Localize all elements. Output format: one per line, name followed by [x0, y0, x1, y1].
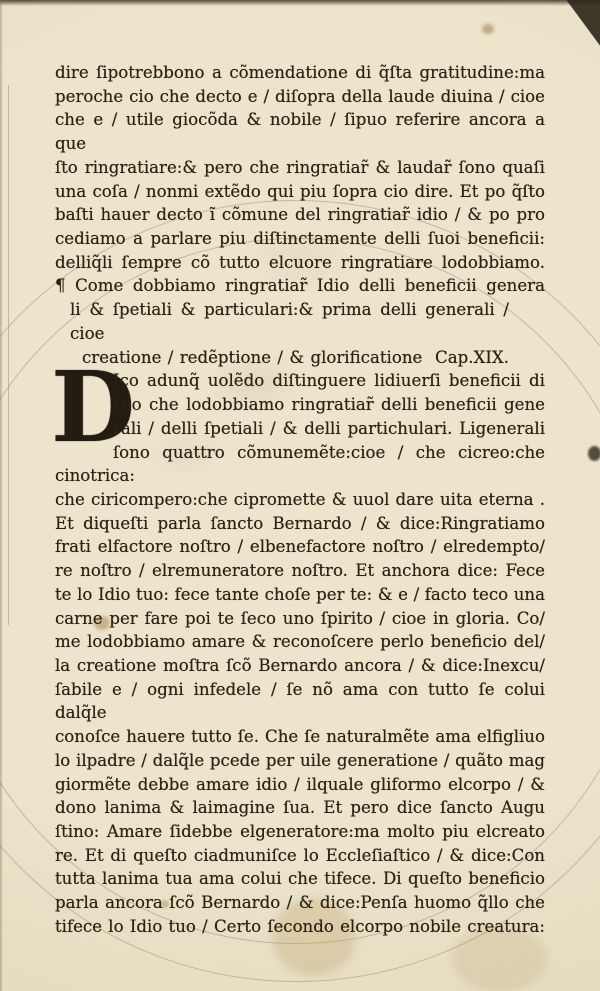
foxing-stain: [482, 24, 494, 34]
drop-cap-initial: D: [51, 350, 136, 465]
text-line: ¶ Come dobbiamo ringratiar̃ Idio delli beneficii genera: [55, 276, 545, 296]
text-line: frati elfactore noſtro / elbenefactore noſtro / elredempto/: [55, 537, 545, 557]
text-line: te lo Idio tuo: fece tante choſe per te: & e / facto teco una: [55, 584, 545, 604]
ink-spot: [588, 446, 600, 461]
text-line: tutta lanima tua ama colui che tifece. Di queſto beneficio: [55, 869, 545, 889]
page-corner-shadow: [552, 0, 600, 48]
page-top-edge: [0, 0, 600, 6]
text-line: che ciricompero:che cipromette & uuol dare uita eterna .: [55, 489, 545, 509]
text-line: cediamo a parlare piu diſtinctamente delli ſuoi beneficii:: [55, 229, 545, 249]
text-line: creatione / redẽptione / & glorificatione Cap.XIX.: [82, 347, 509, 367]
text-line: giormẽte debbe amare idio / ilquale gliformo elcorpo / &: [55, 774, 545, 794]
text-line: li & ſpetiali & particulari:& prima delli generali / cioe: [70, 300, 515, 343]
text-line: re. Et di queſto ciadmuniſce lo Eccleſiaſtico / & dice:Con: [55, 845, 545, 865]
text-line: D Ico adunq̃ uolẽdo diſtinguere lidiuerſi beneficii di: [51, 350, 545, 465]
text-line: Et diqueſti parla ſancto Bernardo / & dice:Ringratiamo: [55, 513, 545, 533]
text-line: parla ancora ſcõ Bernardo / & dice:Penſa huomo q̃llo che: [55, 893, 545, 913]
text-line: ſtino: Amare ſidebbe elgeneratore:ma molto piu elcreato: [55, 822, 545, 841]
text-line: lo ilpadre / dalq̃le pcede per uile generatione / quãto mag: [55, 750, 545, 770]
text-line: che e / utile giocõda & nobile / ſipuo referire ancora a que: [55, 110, 551, 154]
text-line: ſono quattro cõmunemẽte:cioe / che cicreo:che cinotrica:: [55, 442, 551, 486]
text-line: conoſce hauere tutto ſe. Che ſe naturalmẽte ama elfigliuo: [55, 727, 545, 747]
text-line: Dio che lodobbiamo ringratiar̃ delli beneficii gene: [113, 395, 545, 415]
text-line: rali / delli ſpetiali / & delli partichulari. Ligenerali: [113, 418, 545, 438]
text-line: una coſa / nonmi extẽdo qui piu ſopra cio dire. Et po q̃ſto: [55, 181, 545, 201]
text-line: delliq̃li ſempre cõ tutto elcuore ringratiare lodobbiamo.: [55, 252, 545, 272]
text-line: ſabile e / ogni infedele / ſe nõ ama con tutto ſe colui dalq̃le: [55, 679, 551, 723]
page-left-edge: [0, 0, 3, 991]
paper-chain-line: [8, 85, 9, 625]
text-line: dire ſipotrebbono a cõmendatione di q̃ſta gratitudine:ma: [55, 63, 545, 82]
text-line: carne per fare poi te ſeco uno ſpirito / cioe in gloria. Co/: [55, 608, 545, 628]
text-block: [51, 61, 551, 939]
text-line: tifece lo Idio tuo / Certo ſecondo elcorpo nobile creatura:: [55, 916, 545, 936]
text-line: dono lanima & laimagine ſua. Et pero dice ſancto Augu: [55, 798, 545, 818]
text-line: re noſtro / elremuneratore noſtro. Et anchora dice: Fece: [55, 561, 545, 581]
text-line: la creatione moſtra ſcõ Bernardo ancora / & dice:Inexcu/: [55, 655, 545, 675]
text-line: ſto ringratiare:& pero che ringratiar̃ & laudar̃ ſono quaſi: [55, 157, 545, 177]
text-line: peroche cio che decto e / diſopra della laude diuina / cioe: [55, 86, 545, 106]
text-line: baſti hauer decto ĩ cõmune del ringratiar̃ idio / & po pro: [55, 205, 545, 225]
text-line: me lodobbiamo amare & reconoſcere perlo beneficio del/: [55, 632, 545, 652]
